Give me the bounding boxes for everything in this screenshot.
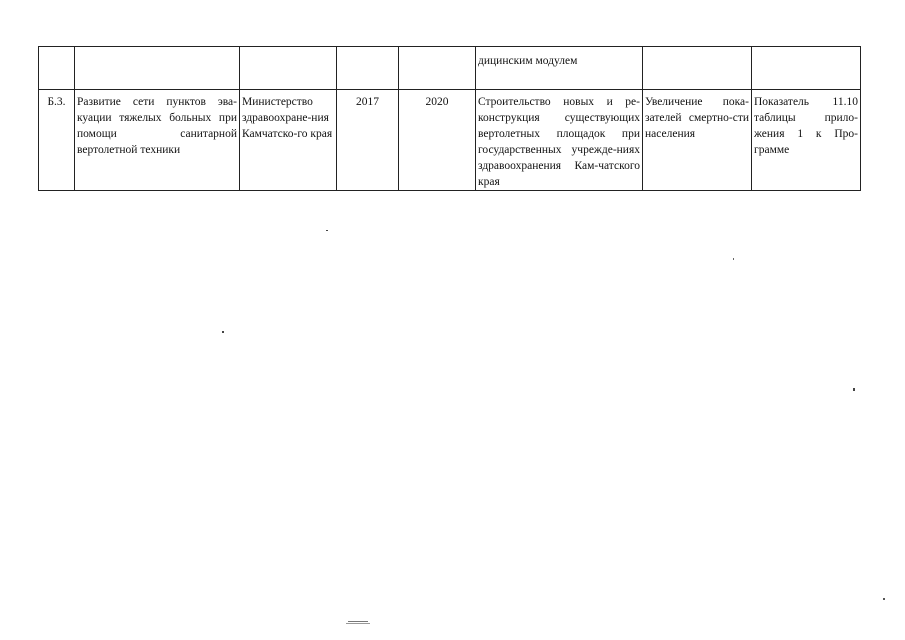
cell-start-year: 2017: [337, 90, 399, 191]
table-row-continuation: [39, 47, 861, 90]
scan-speck: [733, 258, 734, 260]
cell-indicator: Показатель 11.10 таблицы прило-жения 1 к Про-грамме: [752, 90, 861, 191]
scan-speck: [853, 388, 855, 391]
cell-end-year: 2020: [399, 90, 476, 191]
cell-result-empty: [643, 47, 752, 90]
cell-measure-continuation: дицинским модулем: [476, 47, 643, 90]
cell-indicator-empty: [752, 47, 861, 90]
scan-speck: [326, 230, 328, 231]
cell-name-empty: [75, 47, 240, 90]
scan-speck: [348, 621, 368, 622]
measures-table: [38, 46, 861, 191]
cell-start-year-empty: [337, 47, 399, 90]
cell-number-empty: [39, 47, 75, 90]
cell-executor-empty: [240, 47, 337, 90]
cell-name: Развитие сети пунктов эва-куации тяжелых больных при помощи санитарной вертолетной техники: [75, 90, 240, 191]
scan-speck: [346, 623, 370, 624]
cell-number: Б.3.: [39, 90, 75, 191]
table-row: [39, 90, 861, 191]
cell-result: Увеличение пока-зателей смертно-сти населения: [643, 90, 752, 191]
cell-measure: Строительство новых и ре-конструкция существующих вертолетных площадок при государственных учрежде-ниях здравоохранения Кам-чатского края: [476, 90, 643, 191]
scan-speck: [883, 598, 885, 600]
scan-speck: [222, 331, 224, 333]
cell-end-year-empty: [399, 47, 476, 90]
cell-executor: Министерство здравоохране-ния Камчатско-го края: [240, 90, 337, 191]
